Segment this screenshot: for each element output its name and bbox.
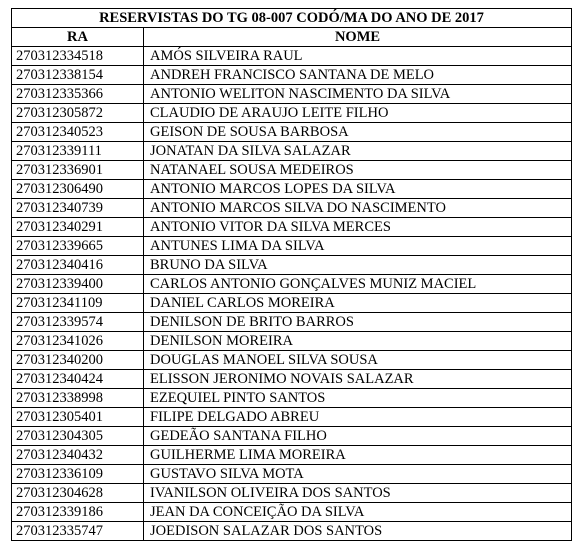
nome-cell: ANTONIO WELITON NASCIMENTO DA SILVA	[144, 85, 572, 104]
ra-cell: 270312340739	[12, 199, 144, 218]
ra-cell: 270312305401	[12, 408, 144, 427]
table-row	[12, 47, 572, 66]
nome-cell: AMÓS SILVEIRA RAUL	[144, 47, 572, 66]
nome-cell: DENILSON MOREIRA	[144, 332, 572, 351]
table-row	[12, 484, 572, 503]
nome-cell: ANTONIO MARCOS SILVA DO NASCIMENTO	[144, 199, 572, 218]
reservists-table	[11, 8, 572, 541]
ra-cell: 270312339400	[12, 275, 144, 294]
nome-cell: ANTUNES LIMA DA SILVA	[144, 237, 572, 256]
table-row	[12, 503, 572, 522]
nome-cell: IVANILSON OLIVEIRA DOS SANTOS	[144, 484, 572, 503]
ra-cell: 270312339186	[12, 503, 144, 522]
nome-cell: NATANAEL SOUSA MEDEIROS	[144, 161, 572, 180]
table-row	[12, 408, 572, 427]
nome-cell: GEISON DE SOUSA BARBOSA	[144, 123, 572, 142]
nome-cell: CARLOS ANTONIO GONÇALVES MUNIZ MACIEL	[144, 275, 572, 294]
ra-cell: 270312306490	[12, 180, 144, 199]
table-row	[12, 218, 572, 237]
table-row	[12, 351, 572, 370]
nome-cell: JOEDISON SALAZAR DOS SANTOS	[144, 522, 572, 541]
table-row	[12, 427, 572, 446]
table-row	[12, 313, 572, 332]
header-row	[12, 28, 572, 47]
table-row	[12, 465, 572, 484]
table-row	[12, 180, 572, 199]
table-row	[12, 123, 572, 142]
column-header-nome: NOME	[144, 28, 572, 47]
table-row	[12, 275, 572, 294]
nome-cell: CLAUDIO DE ARAUJO LEITE FILHO	[144, 104, 572, 123]
nome-cell: ANTONIO VITOR DA SILVA MERCES	[144, 218, 572, 237]
ra-cell: 270312339574	[12, 313, 144, 332]
nome-cell: JEAN DA CONCEIÇÃO DA SILVA	[144, 503, 572, 522]
nome-cell: GEDEÃO SANTANA FILHO	[144, 427, 572, 446]
table-row	[12, 237, 572, 256]
ra-cell: 270312338998	[12, 389, 144, 408]
nome-cell: ANDREH FRANCISCO SANTANA DE MELO	[144, 66, 572, 85]
table-row	[12, 85, 572, 104]
nome-cell: DANIEL CARLOS MOREIRA	[144, 294, 572, 313]
ra-cell: 270312335747	[12, 522, 144, 541]
column-header-ra: RA	[12, 28, 144, 47]
table-row	[12, 161, 572, 180]
title-row	[12, 9, 572, 28]
table-row	[12, 446, 572, 465]
nome-cell: ANTONIO MARCOS LOPES DA SILVA	[144, 180, 572, 199]
nome-cell: GUILHERME LIMA MOREIRA	[144, 446, 572, 465]
ra-cell: 270312340432	[12, 446, 144, 465]
ra-cell: 270312340291	[12, 218, 144, 237]
ra-cell: 270312340523	[12, 123, 144, 142]
table-title: RESERVISTAS DO TG 08-007 CODÓ/MA DO ANO DE 2017	[12, 9, 572, 28]
table-row	[12, 389, 572, 408]
ra-cell: 270312304305	[12, 427, 144, 446]
nome-cell: BRUNO DA SILVA	[144, 256, 572, 275]
table-row	[12, 370, 572, 389]
ra-cell: 270312339111	[12, 142, 144, 161]
table-row	[12, 66, 572, 85]
ra-cell: 270312340424	[12, 370, 144, 389]
table-row	[12, 332, 572, 351]
ra-cell: 270312340416	[12, 256, 144, 275]
ra-cell: 270312336901	[12, 161, 144, 180]
ra-cell: 270312339665	[12, 237, 144, 256]
ra-cell: 270312341109	[12, 294, 144, 313]
ra-cell: 270312340200	[12, 351, 144, 370]
ra-cell: 270312334518	[12, 47, 144, 66]
table-row	[12, 104, 572, 123]
nome-cell: JONATAN DA SILVA SALAZAR	[144, 142, 572, 161]
nome-cell: EZEQUIEL PINTO SANTOS	[144, 389, 572, 408]
table-row	[12, 142, 572, 161]
ra-cell: 270312341026	[12, 332, 144, 351]
ra-cell: 270312335366	[12, 85, 144, 104]
nome-cell: DOUGLAS MANOEL SILVA SOUSA	[144, 351, 572, 370]
ra-cell: 270312304628	[12, 484, 144, 503]
table-row	[12, 522, 572, 541]
nome-cell: GUSTAVO SILVA MOTA	[144, 465, 572, 484]
ra-cell: 270312338154	[12, 66, 144, 85]
table-row	[12, 256, 572, 275]
ra-cell: 270312305872	[12, 104, 144, 123]
nome-cell: DENILSON DE BRITO BARROS	[144, 313, 572, 332]
table-row	[12, 199, 572, 218]
reservists-document	[11, 8, 571, 541]
table-row	[12, 294, 572, 313]
table-body	[12, 47, 572, 541]
nome-cell: ELISSON JERONIMO NOVAIS SALAZAR	[144, 370, 572, 389]
ra-cell: 270312336109	[12, 465, 144, 484]
nome-cell: FILIPE DELGADO ABREU	[144, 408, 572, 427]
